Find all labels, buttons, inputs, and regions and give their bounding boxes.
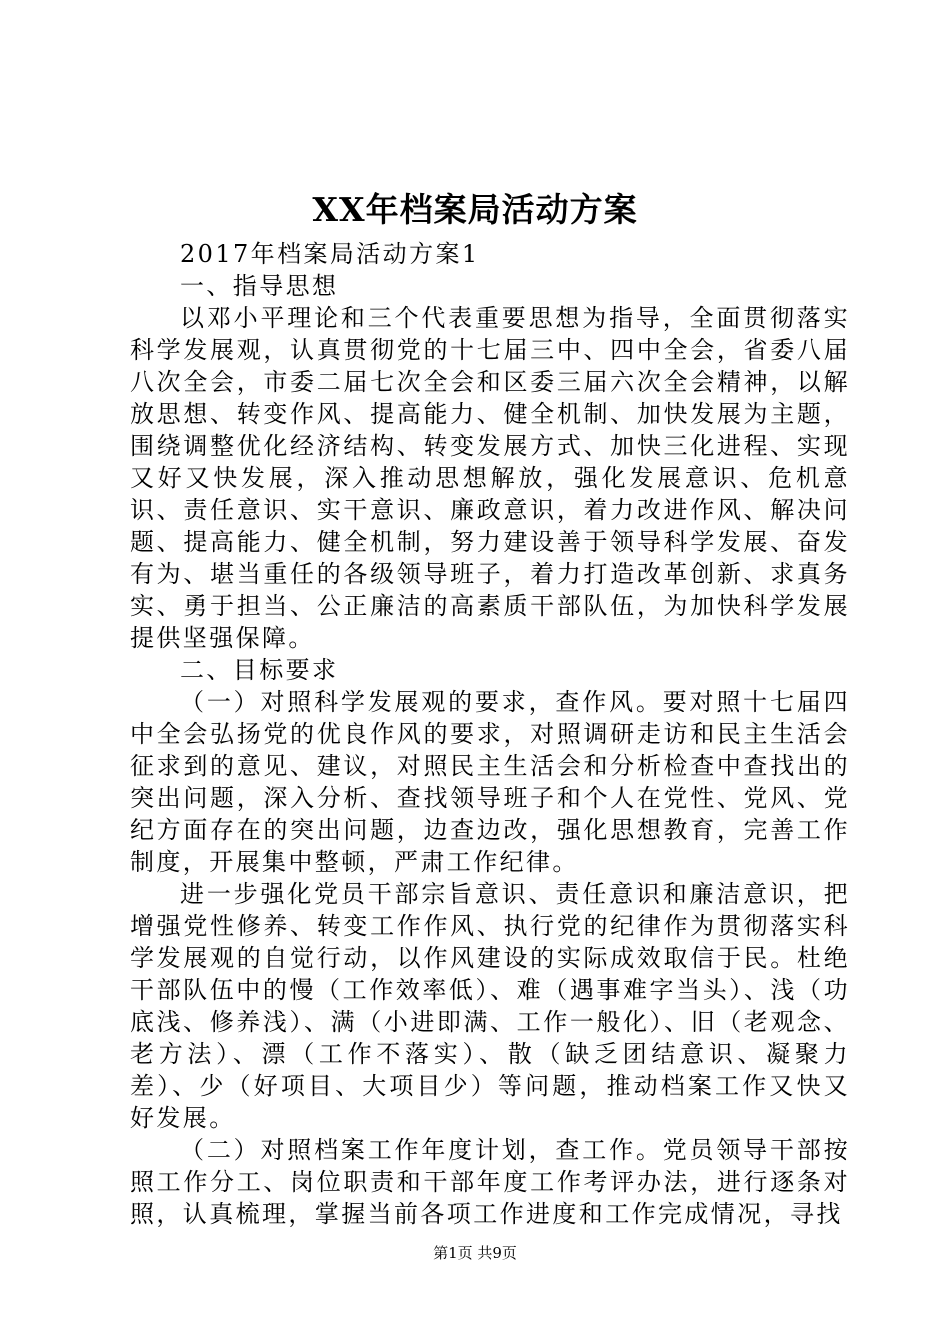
page-number-footer: 第1页 共9页	[433, 1244, 517, 1262]
heading-goals: 二、目标要求	[180, 656, 339, 684]
document-body	[130, 238, 850, 1230]
paragraph-goal-1-detail: 进一步强化党员干部宗旨意识、责任意识和廉洁意识，把增强党性修养、转变工作作风、执行党的纪律作为贯彻落实科学发展观的自觉行动，以作风建设的实际成效取信于民。杜绝干部队伍中的慢（工作效率低）、难（遇事难字当头）、浅（功底浅、修养浅）、满（小进即满、工作一般化）、旧（老观念、老方法）、漂（工作不落实）、散（缺乏团结意识、凝聚力差）、少（好项目、大项目少）等问题，推动档案工作又快又好发展。	[130, 880, 850, 1132]
paragraph-subtitle: 2017年档案局活动方案1	[180, 240, 480, 268]
document-title: XX年档案局活动方案	[312, 190, 638, 229]
paragraph-goal-2: （二）对照档案工作年度计划，查工作。党员领导干部按照工作分工、岗位职责和干部年度工作考评办法，进行逐条对照，认真梳理，掌握当前各项工作进度和工作完成情况，寻找	[130, 1136, 850, 1228]
heading-guiding-ideology: 一、指导思想	[180, 272, 339, 300]
paragraph-goal-1: （一）对照科学发展观的要求，查作风。要对照十七届四中全会弘扬党的优良作风的要求，对照调研走访和民主生活会征求到的意见、建议，对照民主生活会和分析检查中查找出的突出问题，深入分析、查找领导班子和个人在党性、党风、党纪方面存在的突出问题，边查边改，强化思想教育，完善工作制度，开展集中整顿，严肃工作纪律。	[130, 688, 850, 876]
paragraph-guiding-ideology: 以邓小平理论和三个代表重要思想为指导，全面贯彻落实科学发展观，认真贯彻党的十七届三中、四中全会，省委八届八次全会，市委二届七次全会和区委三届六次全会精神，以解放思想、转变作风、提高能力、健全机制、加快发展为主题，围绕调整优化经济结构、转变发展方式、加快三化进程、实现又好又快发展，深入推动思想解放，强化发展意识、危机意识、责任意识、实干意识、廉政意识，着力改进作风、解决问题、提高能力、健全机制，努力建设善于领导科学发展、奋发有为、堪当重任的各级领导班子，着力打造改革创新、求真务实、勇于担当、公正廉洁的高素质干部队伍，为加快科学发展提供坚强保障。	[130, 304, 850, 652]
